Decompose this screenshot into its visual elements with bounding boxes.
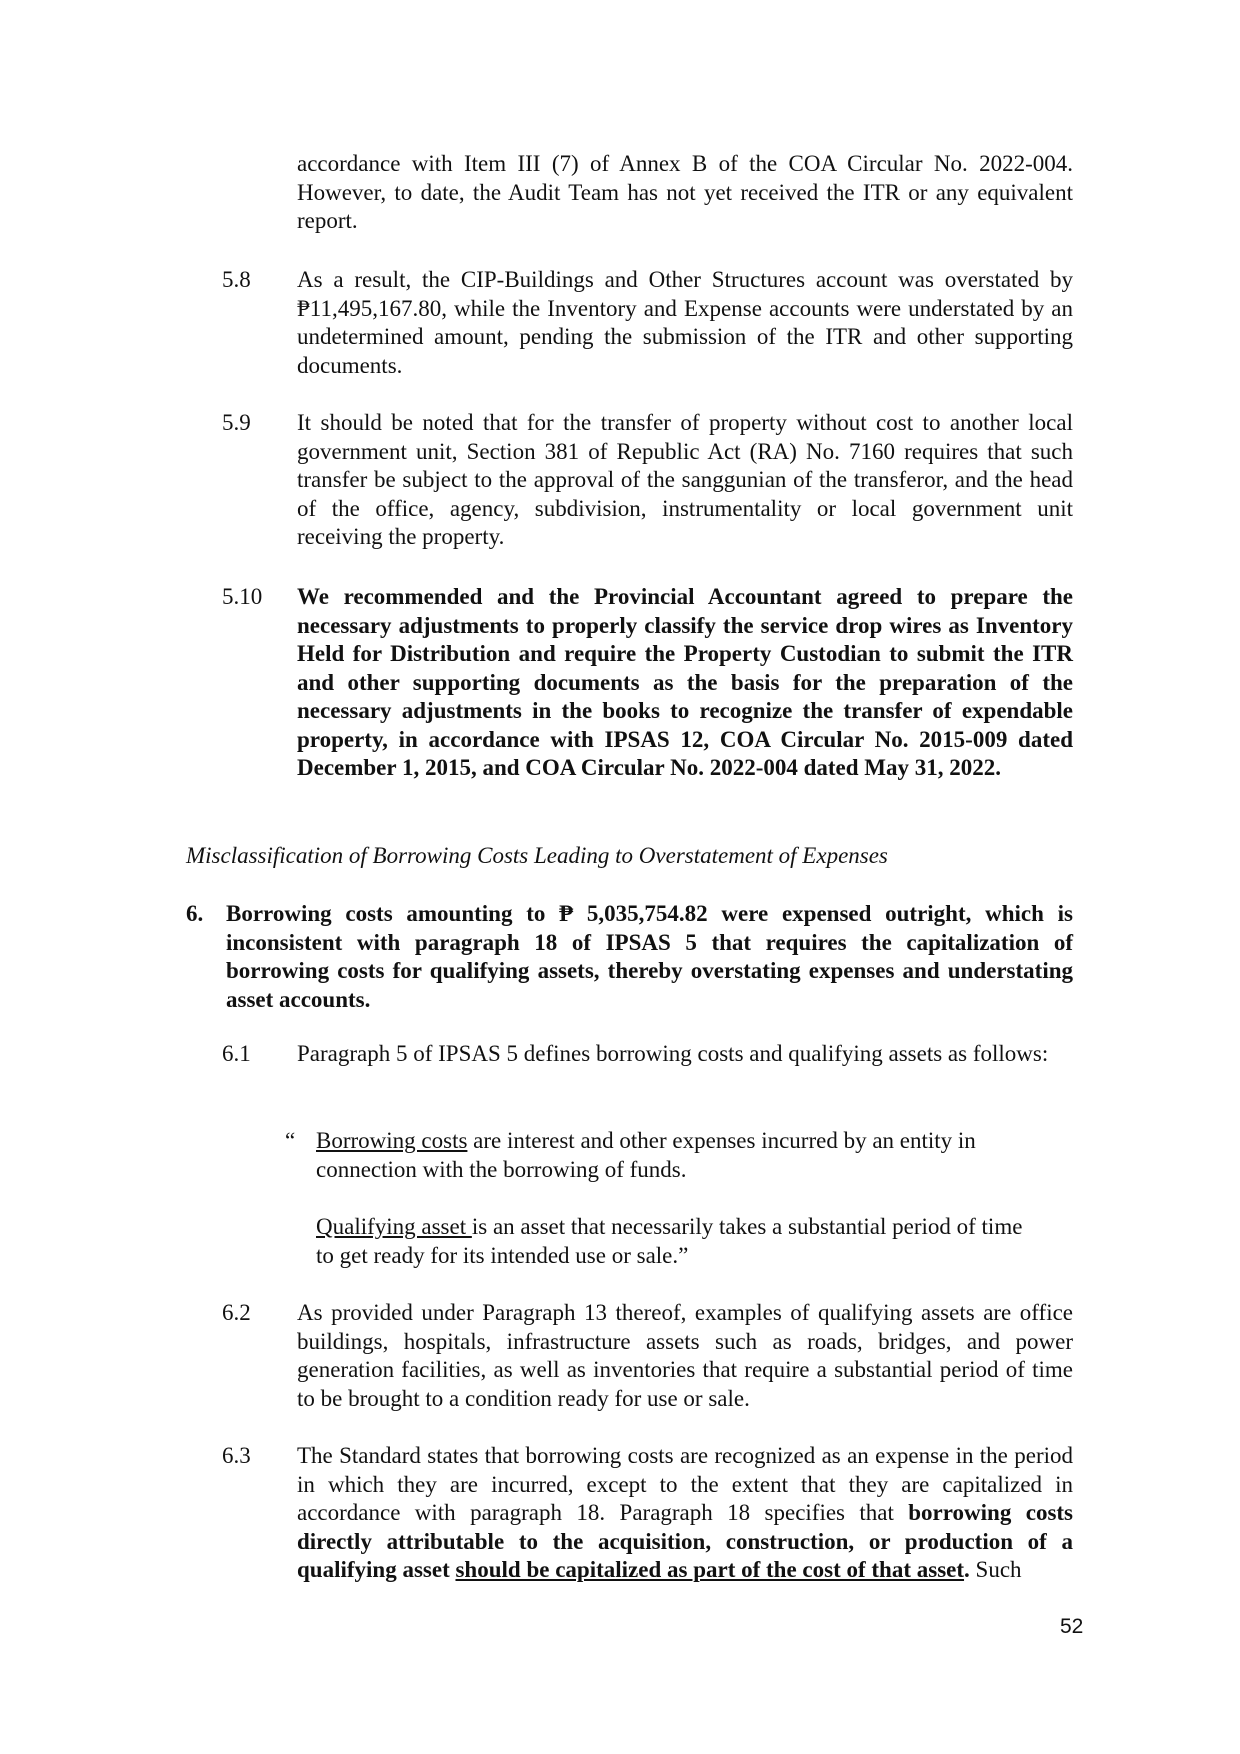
paragraph-6-3-bold-underlined: should be capitalized as part of the cost of that asset xyxy=(455,1557,965,1582)
term-borrowing-costs: Borrowing costs xyxy=(316,1128,468,1153)
paragraph-6-1: Paragraph 5 of IPSAS 5 defines borrowing costs and qualifying assets as follows: xyxy=(297,1041,1049,1066)
finding-number-6: 6. xyxy=(186,901,204,926)
section-heading: Misclassification of Borrowing Costs Leading to Overstatement of Expenses xyxy=(186,843,888,868)
definition-qualifying-asset: is an asset that necessarily takes a substantial period of time to get ready for its intended use or sale.” xyxy=(316,1214,1023,1268)
paragraph-6-3-bold-period: . xyxy=(964,1557,970,1582)
paragraph-number-5-9: 5.9 xyxy=(222,410,251,435)
paragraph-number-6-3: 6.3 xyxy=(222,1443,251,1468)
paragraph-number-6-2: 6.2 xyxy=(222,1300,251,1325)
paragraph-number-6-1: 6.1 xyxy=(222,1041,251,1066)
quote-borrowing-costs xyxy=(316,1127,1036,1184)
definition-borrowing-costs: are interest and other expenses incurred by an entity in connection with the borrowing of funds. xyxy=(316,1128,976,1182)
paragraph-5-9: It should be noted that for the transfer of property without cost to another local government unit, Section 381 of Republic Act (RA) No. 7160 requires that such transfer be subject to the approval of the sanggunian of the transferor, and the head of the office, agency, subdivision, instrumentality or local government unit receiving the property. xyxy=(297,410,1073,549)
paragraph-number-5-10: 5.10 xyxy=(222,584,263,609)
page-number: 52 xyxy=(1060,1615,1084,1638)
finding-6: Borrowing costs amounting to ₱ 5,035,754.82 were expensed outright, which is inconsistent with paragraph 18 of IPSAS 5 that requires the capitalization of borrowing costs for qualifying assets, thereby overstating expenses and understating asset accounts. xyxy=(226,901,1073,1012)
paragraph-6-3 xyxy=(297,1442,1073,1585)
paragraph-5-8: As a result, the CIP-Buildings and Other Structures account was overstated by ₱11,495,167.80, while the Inventory and Expense accounts were understated by an undetermined amount, pending the submission of the ITR and other supporting documents. xyxy=(297,267,1073,378)
continuation-paragraph: accordance with Item III (7) of Annex B of the COA Circular No. 2022-004. However, to date, the Audit Team has not yet received the ITR or any equivalent report. xyxy=(297,151,1073,233)
term-qualifying-asset: Qualifying asset xyxy=(316,1214,472,1239)
paragraph-6-3-bold: borrowing costs directly attributable to the acquisition, construction, or production of a qualifying asset xyxy=(297,1500,1074,1582)
paragraph-number-5-8: 5.8 xyxy=(222,267,251,292)
quote-open-mark: “ xyxy=(285,1128,296,1153)
paragraph-6-3-text: The Standard states that borrowing costs are recognized as an expense in the period in which they are incurred, except to the extent that they are capitalized in accordance with paragraph 18. Paragraph 18 specifies that xyxy=(297,1443,1073,1525)
quote-qualifying-asset xyxy=(316,1213,1036,1270)
recommendation-5-10: We recommended and the Provincial Accountant agreed to prepare the necessary adjustments to properly classify the service drop wires as Inventory Held for Distribution and require the Property Custodian to submit the ITR and other supporting documents as the basis for the preparation of the necessary adjustments in the books to recognize the transfer of expendable property, in accordance with IPSAS 12, COA Circular No. 2015-009 dated December 1, 2015, and COA Circular No. 2022-004 dated May 31, 2022. xyxy=(297,584,1073,780)
paragraph-6-3-continuation: Such xyxy=(969,1557,1022,1582)
paragraph-6-2: As provided under Paragraph 13 thereof, examples of qualifying assets are office buildings, hospitals, infrastructure assets such as roads, bridges, and power generation facilities, as well as inventories that require a substantial period of time to be brought to a condition ready for use or sale. xyxy=(297,1300,1073,1411)
